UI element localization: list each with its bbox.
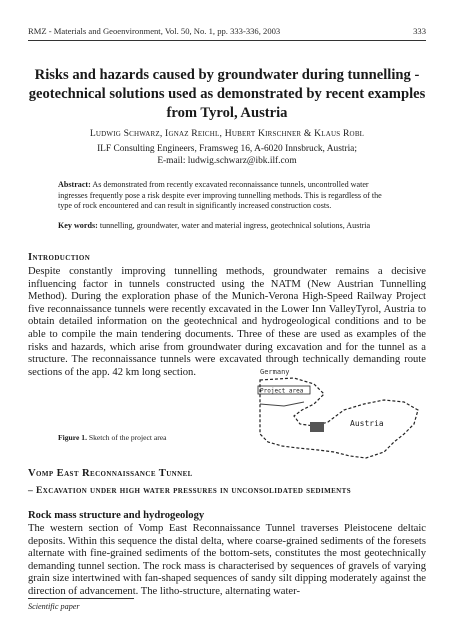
journal-citation: RMZ - Materials and Geoenvironment, Vol. 50, No. 1, pp. 333-336, 2003 — [28, 26, 281, 36]
footer-rule — [28, 598, 134, 599]
running-header — [28, 26, 426, 36]
footer-note: Scientific paper — [28, 602, 80, 611]
keywords — [58, 221, 394, 232]
keywords-text: tunnelling, groundwater, water and material ingress, geotechnical solutions, Austria — [99, 221, 371, 230]
header-rule — [28, 40, 426, 41]
map-label-austria: Austria — [350, 419, 384, 428]
section-subheading: – Excavation under high water pressures in unconsolidated sediments — [28, 485, 351, 496]
figure-caption — [58, 433, 166, 442]
affiliation-email: E-mail: ludwig.schwarz@ibk.ilf.com — [157, 156, 297, 166]
keywords-label: Key words: — [58, 221, 98, 230]
introduction-paragraph: Despite constantly improving tunnelling methods, groundwater remains a decisive influencing factor in tunnels constructed using the NATM (New Austrian Tunnelling Method). During the exploration phase of the Munich-Verona High-Speed Railway Project five reconnaissance tunnels were recently excavated in the Lower Inn ValleyTyrol, Austria to obtain detailed information on the geotechnical and hydrogeological conditions and to be able to compile the main tendering documents. Three of these are used as examples of the risks and hazards, which arise from groundwater during excavation and for the tunnel as a structure. The reconnaissance tunnels were excavated through technically demanding route sections of the app. 42 km long section. — [28, 266, 426, 378]
rock-mass-paragraph: The western section of Vomp East Reconnaissance Tunnel traverses Pleistocene deltaic deposits. Within this sequence the distal delta, where coarse-grained sediments of the foresets alternate with fine-grained sediments of the bottom-sets, constitutes the most geotechnically demanding tunnel section. The rock mass is characterised by sequences of gravels of varying grain size intertwined with fan-shaped sequences of sandy silt dipping moderately against the direction of advancement. The litho-structure, alternating water- — [28, 523, 426, 597]
author-list: Ludwig Schwarz, Ignaz Reichl, Hubert Kirschner & Klaus Robl — [89, 128, 365, 139]
abstract — [58, 180, 394, 212]
figure-caption-text: Sketch of the project area — [88, 433, 167, 442]
page-number: 333 — [413, 26, 426, 36]
map-line — [260, 402, 304, 406]
rock-mass-heading: Rock mass structure and hydrogeology — [28, 510, 205, 521]
affiliation-address: ILF Consulting Engineers, Framsweg 16, A-6020 Innsbruck, Austria; — [97, 144, 357, 154]
map-label-germany: Germany — [260, 368, 290, 376]
abstract-label: Abstract: — [58, 180, 91, 189]
map-label-project: Project area — [260, 387, 304, 395]
introduction-heading: Introduction — [28, 252, 91, 263]
figure-label: Figure 1. — [58, 433, 87, 442]
paper-title: Risks and hazards caused by groundwater during tunnelling - geotechnical solutions used as demonstrated by recent examples from Tyrol, Austria — [28, 67, 426, 121]
project-area-marker — [310, 422, 324, 432]
abstract-text: As demonstrated from recently excavated reconnaissance tunnels, uncontrolled water ingresses frequently pose a risk despite ever improving tunnelling methods. This is regardless of the type of rock encountered and can result in significantly increased construction costs. — [58, 180, 382, 210]
affiliation — [28, 143, 426, 167]
project-area-map — [254, 364, 426, 470]
section-heading: Vomp East Reconnaissance Tunnel — [28, 468, 193, 479]
